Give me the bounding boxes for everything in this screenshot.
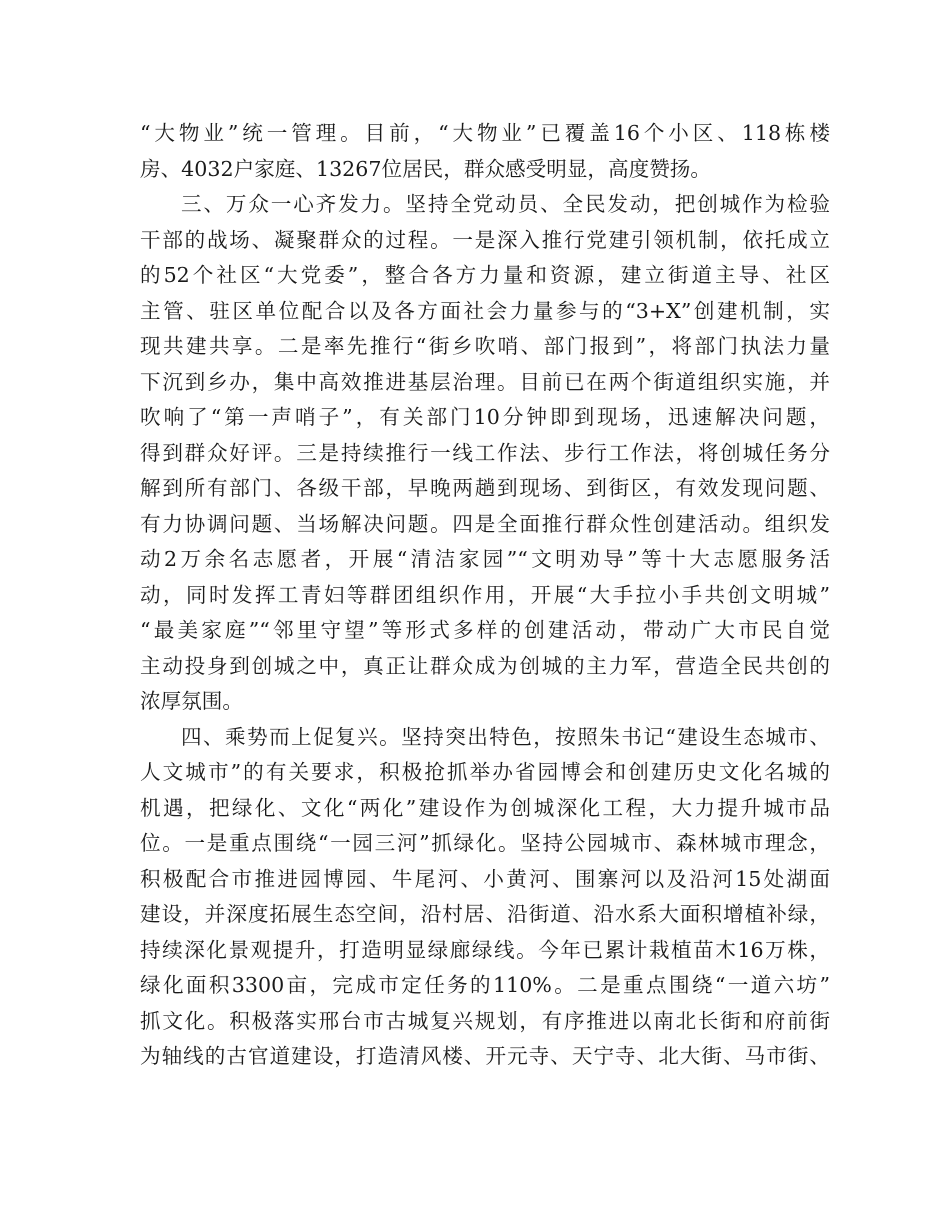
text-line: 机遇，把绿化、文化“两化”建设作为创城深化工程，大力提升城市品	[140, 795, 830, 820]
paragraph-heading-line: 三、万众一心齐发力。坚持全党动员、全民发动，把创城作为检验	[181, 192, 830, 216]
text-line: 解到所有部门、各级干部，早晚两趟到现场、到街区，有效发现问题、	[140, 476, 830, 500]
text-line: 位。一是重点围绕“一园三河”抓绿化。坚持公园城市、森林城市理念，	[140, 831, 830, 855]
text-line: 下沉到乡办，集中高效推进基层治理。目前已在两个街道组织实施，并	[140, 369, 830, 394]
text-line: 干部的战场、凝聚群众的过程。一是深入推行党建引领机制，依托成立	[140, 227, 830, 252]
text-line: 主管、驻区单位配合以及各方面社会力量参与的“3+X”创建机制，实	[140, 298, 830, 323]
text-line: 持续深化景观提升，打造明显绿廊绿线。今年已累计栽植苗木16万株，	[140, 937, 830, 962]
text-line: 吹响了“第一声哨子”，有关部门10分钟即到现场，迅速解决问题，	[140, 405, 830, 429]
text-line: 浓厚氛围。	[140, 689, 243, 713]
text-line: “大物业”统一管理。目前，“大物业”已覆盖16个小区、118栋楼	[140, 121, 830, 145]
text-line: 动2万余名志愿者，开展“清洁家园”“文明劝导”等十大志愿服务活	[140, 547, 830, 571]
text-line: “最美家庭”“邻里守望”等形式多样的创建活动，带动广大市民自觉	[140, 618, 830, 642]
text-line: 得到群众好评。三是持续推行一线工作法、步行工作法，将创城任务分	[140, 440, 830, 465]
document-body	[140, 116, 830, 1075]
text-line: 动，同时发挥工青妇等群团组织作用，开展“大手拉小手共创文明城”	[140, 582, 830, 607]
text-line: 抓文化。积极落实邢台市古城复兴规划，有序推进以南北长街和府前街	[140, 1008, 830, 1033]
text-line: 现共建共享。二是率先推行“街乡吹哨、部门报到”，将部门执法力量	[140, 334, 830, 358]
text-line: 人文城市”的有关要求，积极抢抓举办省园博会和创建历史文化名城的	[140, 760, 830, 784]
text-line: 有力协调问题、当场解决问题。四是全面推行群众性创建活动。组织发	[140, 511, 830, 536]
text-line: 房、4032户家庭、13267位居民，群众感受明显，高度赞扬。	[140, 156, 711, 181]
text-line: 绿化面积3300亩，完成市定任务的110%。二是重点围绕“一道六坊”	[140, 973, 830, 997]
text-line: 积极配合市推进园博园、牛尾河、小黄河、围寨河以及沿河15处湖面	[140, 866, 830, 891]
text-line: 建设，并深度拓展生态空间，沿村居、沿街道、沿水系大面积增植补绿，	[140, 902, 830, 926]
text-line: 为轴线的古官道建设，打造清风楼、开元寺、天宁寺、北大街、马市街、	[140, 1044, 830, 1068]
paragraph-heading-line: 四、乘势而上促复兴。坚持突出特色，按照朱书记“建设生态城市、	[181, 724, 830, 749]
text-line: 主动投身到创城之中，真正让群众成为创城的主力军，营造全民共创的	[140, 653, 830, 678]
text-line: 的52个社区“大党委”，整合各方力量和资源，建立街道主导、社区	[140, 263, 830, 287]
